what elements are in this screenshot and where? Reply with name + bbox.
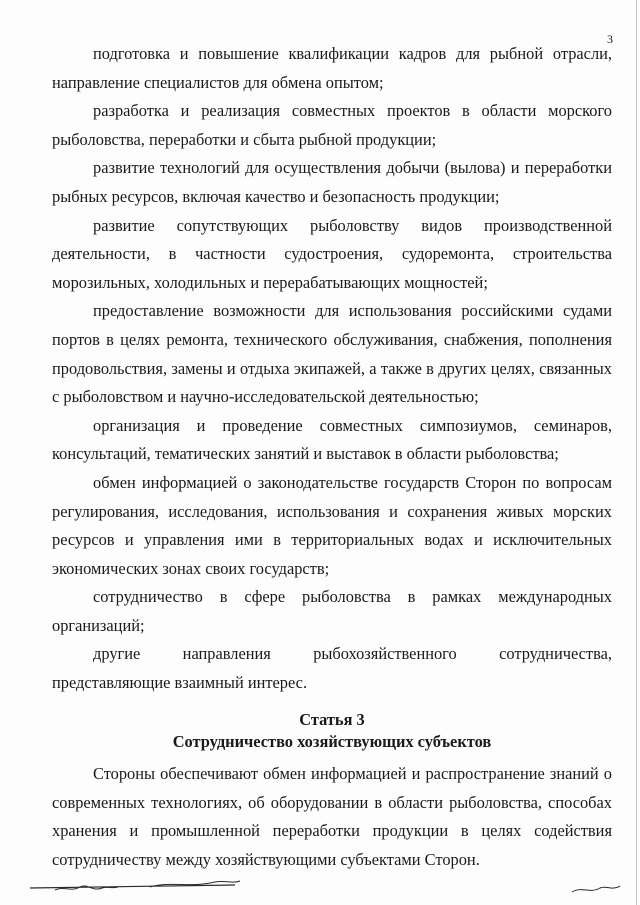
list-item: другие направления рыбохозяйственного сотрудничества, представляющие взаимный интерес. [52, 644, 612, 693]
list-item: развитие сопутствующих рыболовству видов производственной деятельности, в частности судостроения, судоремонта, строительства морозильных, холодильных и перерабатывающих мощностей; [52, 215, 612, 292]
article-body-text: Стороны обеспечивают обмен информацией и распространение знаний о современных технологиях, об оборудовании в области рыболовства, способах хранения и промышленной переработки продукции в целях содействия сотрудничеству между хозяйствующими субъектами Сторон. [52, 764, 612, 869]
list-item: развитие технологий для осуществления добычи (вылова) и переработки рыбных ресурсов, включая качество и безопасность продукции; [52, 158, 612, 206]
list-item: сотрудничество в сфере рыболовства в рамках международных организаций; [52, 587, 612, 635]
article-paragraph [52, 760, 612, 874]
cooperation-list [52, 40, 612, 698]
list-item: организация и проведение совместных симпозиумов, семинаров, консультаций, тематических занятий и выставок в области рыболовства; [52, 415, 612, 464]
page-edge [636, 0, 637, 905]
initials-signature-icon [0, 868, 640, 905]
list-item: подготовка и повышение квалификации кадров для рыбной отрасли, направление специалистов для обмена опытом; [52, 44, 612, 92]
page-number: 3 [607, 32, 613, 46]
list-item: обмен информацией о законодательстве государств Сторон по вопросам регулирования, исследования, использования и сохранения живых морских ресурсов и управления ими в территориальных водах и исключительных экономических зонах своих государств; [52, 472, 612, 578]
article-number: Статья 3 [299, 710, 365, 729]
list-item: предоставление возможности для использования российскими судами портов в целях ремонта, технического обслуживания, снабжения, пополнения продовольствия, замены и отдыха экипажей, а также в других целях, связанных с рыболовством и научно-исследовательской деятельностью; [52, 301, 612, 407]
list-item: разработка и реализация совместных проектов в области морского рыболовства, переработки и сбыта рыбной продукции; [52, 101, 612, 149]
article-title: Сотрудничество хозяйствующих субъектов [172, 732, 492, 751]
